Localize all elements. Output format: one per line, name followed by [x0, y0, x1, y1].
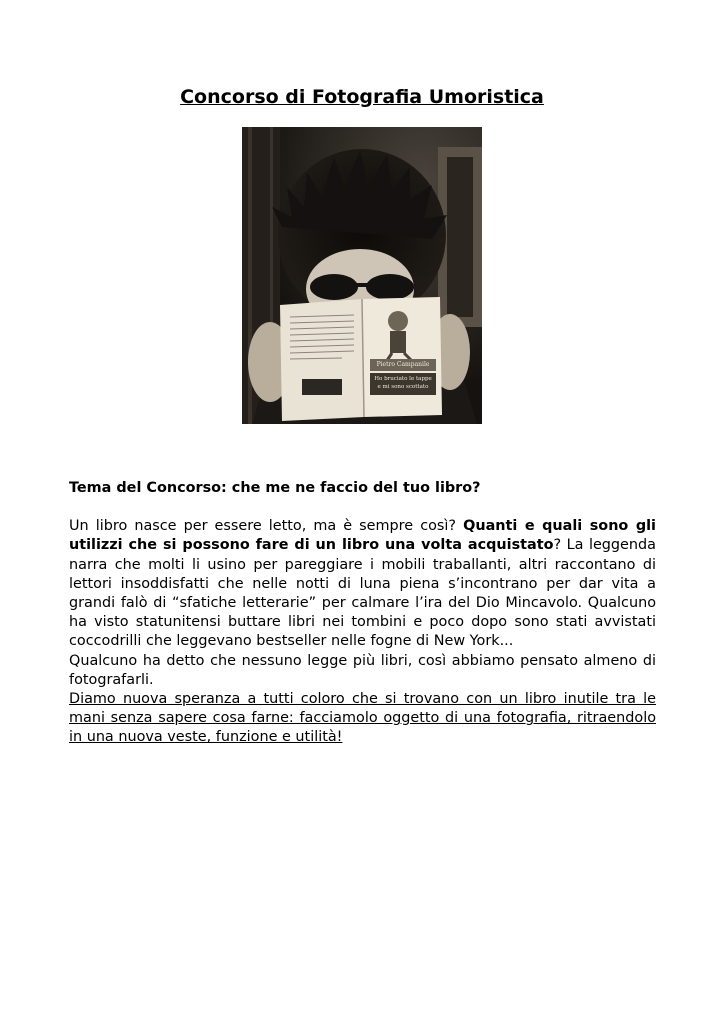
paragraph-call-to-action: Diamo nuova speranza a tutti coloro che si trovano con un libro inutile tra le mani senza sapere cosa farne: facciamolo oggetto di una fotografia, ritraendolo in una nuova veste, funzione e utilità! [69, 691, 656, 746]
paragraph-intro-start: Un libro nasce per essere letto, ma è sempre così? [69, 518, 464, 535]
contest-theme-heading: Tema del Concorso: che me ne faccio del tuo libro? [69, 480, 481, 496]
paragraph-second: Qualcuno ha detto che nessuno legge più libri, così abbiamo pensato almeno di fotografarli. [69, 652, 656, 688]
document-body [69, 479, 656, 748]
paragraph-intro [69, 517, 656, 651]
paragraph-intro-bold: Quanti e quali sono gli utilizzi che si possono fare di un libro una volta acquistato [69, 518, 656, 554]
paragraph-intro-rest: ? La leggenda narra che molti li usino per pareggiare i mobili traballanti, altri raccontano di lettori insoddisfatti che nelle notti di luna piena s’incontrano per dar vita a grandi falò di “sfatiche letterarie” per calmare l’ira del Dio Mincavolo. Qualcuno ha visto statunitensi buttare libri nei tombini e poco dopo sono stati avvistati coccodrilli che leggevano bestseller nelle fogne di New York... [69, 537, 656, 650]
contest-photo [242, 127, 482, 424]
document-title: Concorso di Fotografia Umoristica [180, 86, 544, 108]
book-title-line2: e mi sono scottato [377, 384, 429, 390]
person-reading-book-image [242, 127, 482, 424]
book-title-line1: Ho bruciato le tappe [374, 376, 432, 382]
book-author-label: Pietro Campanile [376, 361, 430, 368]
